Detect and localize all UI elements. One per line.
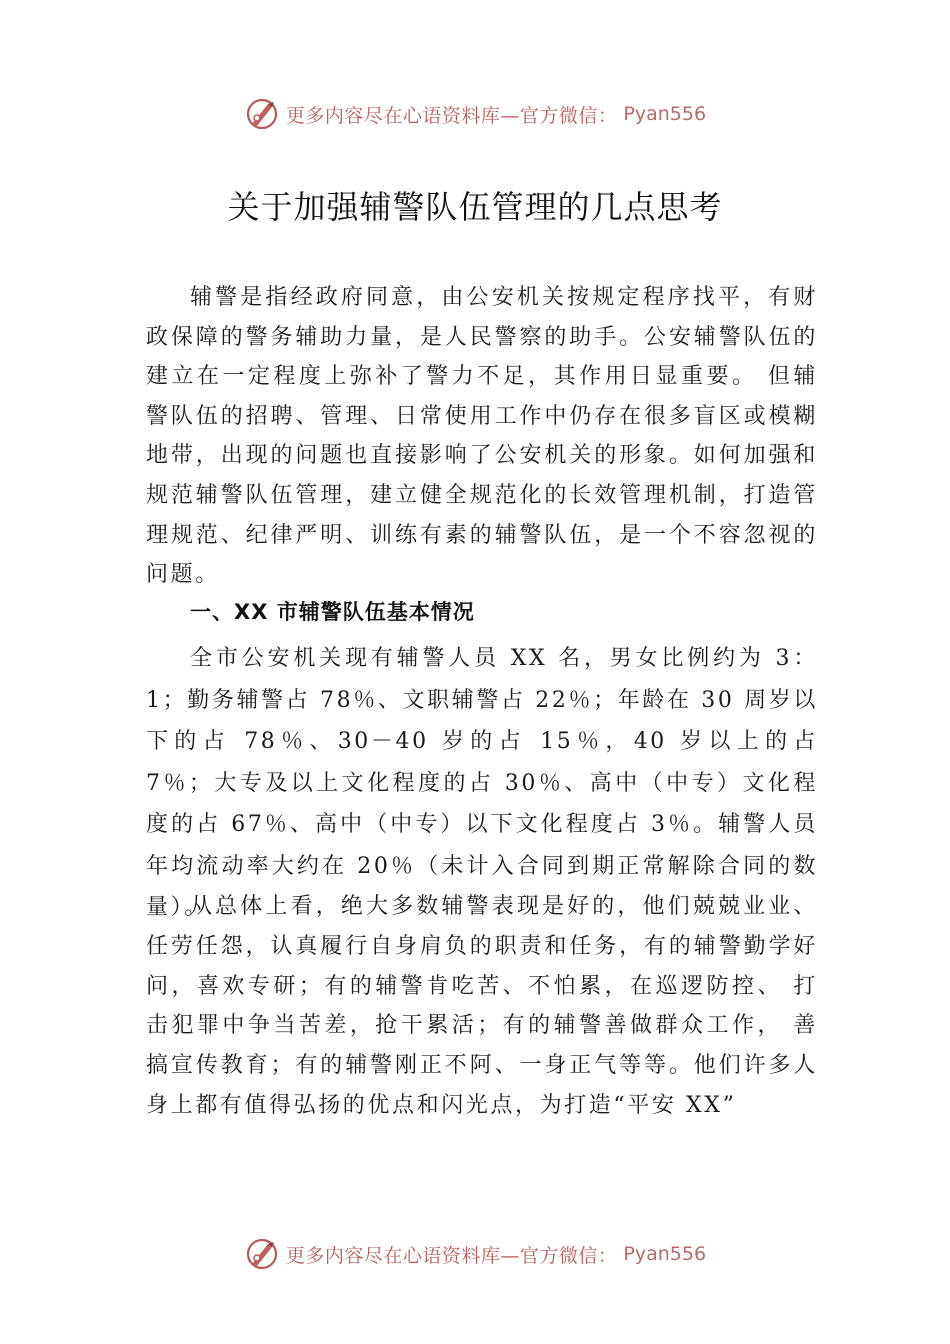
paragraph-intro: 辅警是指经政府同意，由公安机关按规定程序找平，有财政保障的警务辅助力量，是人民警察的助手。公安辅警队伍的建立在一定程度上弥补了警力不足，其作用日显重要。 但辅警队伍的招聘、管理、日常使用工作中仍存在很多盲区或模糊地带，出现的问题也直接影响了公安机关的形象。如何加强和规范辅警队伍管理，建立健全规范化的长效管理机制，打造管理规范、纪律严明、训练有素的辅警队伍，是一个不容忽视的问题。 — [146, 285, 818, 588]
pen-circle-logo-icon — [244, 1236, 280, 1272]
banner-text: 更多内容尽在心语资料库—官方微信： — [285, 1244, 618, 1267]
top-banner — [0, 94, 950, 134]
document-title: 关于加强辅警队伍管理的几点思考 — [227, 188, 723, 226]
section-heading: 一、XX 市辅警队伍基本情况 — [190, 600, 475, 624]
paragraph-statistics: 全市公安机关现有辅警人员 XX 名，男女比例约为 3：1；勤务辅警占 78％、文职辅警占 22％；年龄在 30 周岁以下的占 78％、30－40 岁的占 15％，40 岁以上的占 7％；大专及以上文化程度的占 30％、高中（中专）文化程度的占 67％、高中（中专）以下文化程度占 3％。辅警人员年均流动率大约在 20％（未计入合同到期正常解除合同的数量）。 — [146, 646, 818, 920]
banner-wechat-id: Pyan556 — [623, 103, 707, 125]
banner-wechat-id: Pyan556 — [623, 1243, 707, 1265]
pen-circle-logo-icon — [244, 96, 280, 132]
banner-text: 更多内容尽在心语资料库—官方微信： — [285, 104, 618, 127]
bottom-banner — [0, 1234, 950, 1274]
paragraph-overview: 从总体上看，绝大多数辅警表现是好的，他们兢兢业业、任劳任怨，认真履行自身肩负的职责和任务，有的辅警勤学好问，喜欢专研；有的辅警肯吃苦、不怕累，在巡逻防控、 打击犯罪中争当苦差，抢干累活；有的辅警善做群众工作， 善搞宣传教育；有的辅警刚正不阿、一身正气等等。他们许多人身上都有值得弘扬的优点和闪光点，为打造“平安 XX” — [146, 894, 818, 1118]
